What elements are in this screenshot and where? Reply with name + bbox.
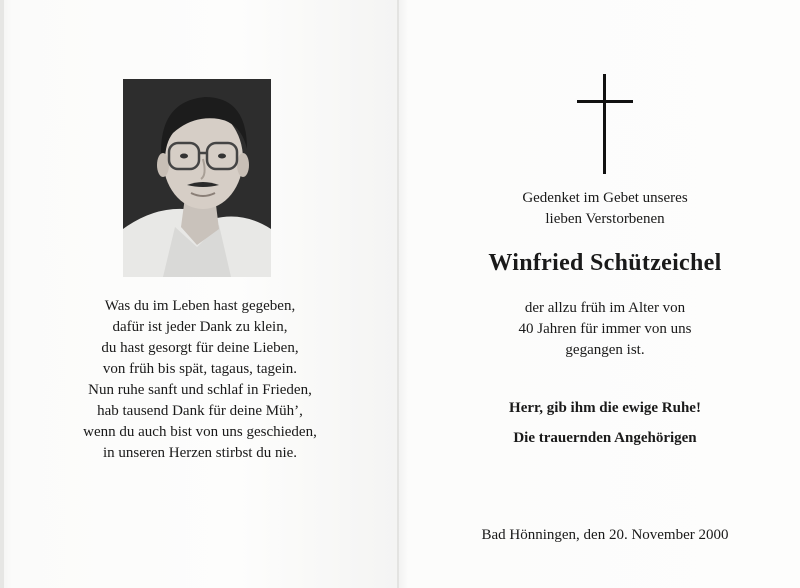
poem-line: hab tausend Dank für deine Müh’, xyxy=(97,403,303,419)
description-text xyxy=(420,298,790,361)
memorial-poem xyxy=(40,296,360,464)
poem-line: wenn du auch bist von uns geschieden, xyxy=(83,424,317,440)
portrait-illustration xyxy=(123,79,271,277)
portrait-photo xyxy=(123,79,271,277)
poem-line: in unseren Herzen stirbst du nie. xyxy=(102,445,298,461)
card-fold xyxy=(397,0,399,588)
poem-line: du hast gesorgt für deine Lieben, xyxy=(101,340,299,356)
deceased-name: Winfried Schützeichel xyxy=(488,250,722,276)
family-signature: Die trauernden Angehörigen xyxy=(513,430,697,446)
poem-line: Nun ruhe sanft und schlaf in Frieden, xyxy=(88,382,312,398)
intro-text xyxy=(420,188,790,230)
description-line: der allzu früh im Alter von xyxy=(524,300,686,316)
poem-line: dafür ist jeder Dank zu klein, xyxy=(112,319,288,335)
description-line: 40 Jahren für immer von uns xyxy=(518,321,692,337)
card-edge xyxy=(0,0,4,588)
intro-line: Gedenket im Gebet unseres xyxy=(522,190,688,206)
poem-line: Was du im Leben hast gegeben, xyxy=(104,298,296,314)
poem-line: von früh bis spät, tagaus, tagein. xyxy=(102,361,298,377)
description-line: gegangen ist. xyxy=(565,342,645,358)
place-date: Bad Hönningen, den 20. November 2000 xyxy=(481,527,729,543)
prayer-line: Herr, gib ihm die ewige Ruhe! xyxy=(509,400,701,416)
cross-icon xyxy=(577,74,633,174)
intro-line: lieben Verstorbenen xyxy=(545,211,665,227)
